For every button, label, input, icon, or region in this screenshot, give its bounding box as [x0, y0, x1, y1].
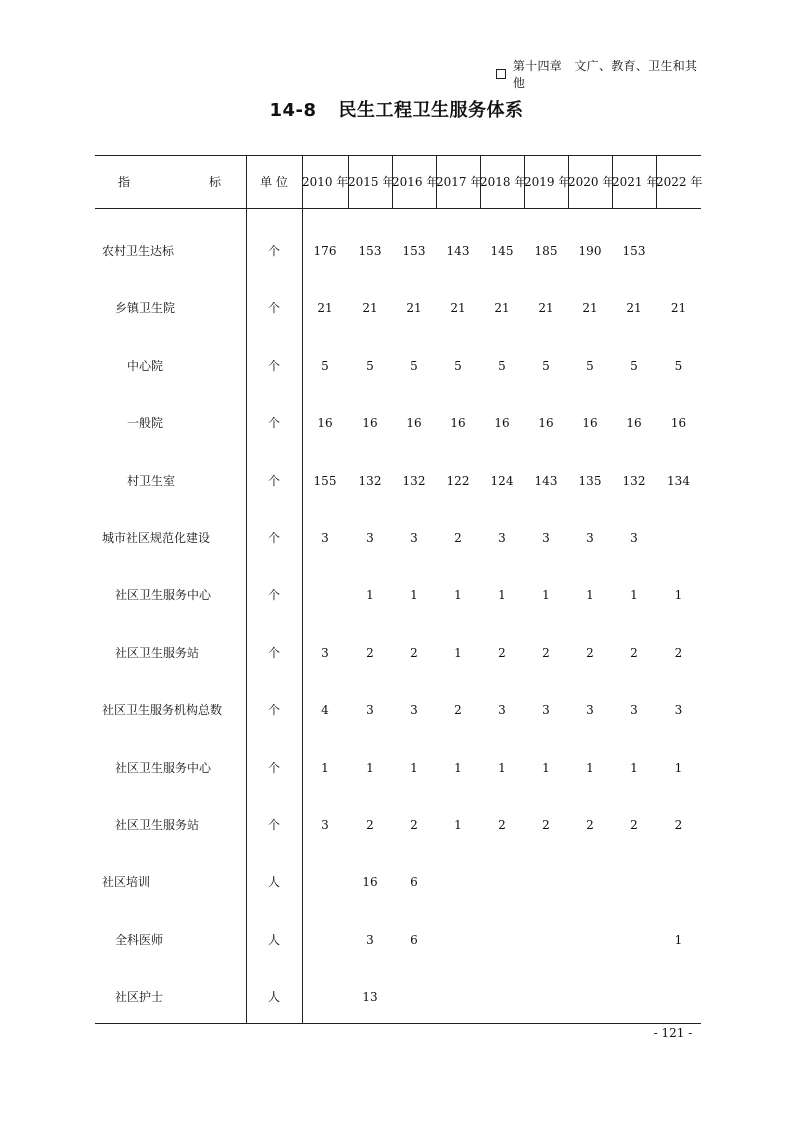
table-cell: 2	[454, 703, 462, 717]
row-label: 社区卫生服务中心	[115, 588, 212, 602]
table-cell: 3	[410, 531, 418, 545]
table-cell: 1	[674, 588, 683, 602]
row-label: 村卫生室	[127, 474, 176, 488]
table-cell: 5	[674, 359, 683, 373]
table-cell: 3	[366, 933, 374, 947]
table-cell: 16	[494, 416, 510, 430]
table-cell: 1	[542, 588, 550, 602]
row-label: 中心院	[127, 359, 164, 373]
row-unit: 个	[267, 761, 280, 775]
table-cell: 132	[358, 474, 382, 488]
table-cell: 153	[622, 244, 646, 258]
table-cell: 21	[494, 301, 510, 315]
table-cell: 16	[362, 416, 378, 430]
table-cell: 5	[366, 359, 374, 373]
table-cell: 5	[410, 359, 418, 373]
table-cell: 2	[674, 818, 683, 832]
table-cell: 145	[490, 244, 514, 258]
table-cell: 143	[446, 244, 470, 258]
running-head	[496, 59, 706, 90]
table-cell: 1	[366, 761, 374, 775]
table-cell: 21	[317, 301, 333, 315]
table-cell: 16	[406, 416, 422, 430]
table-cell: 1	[454, 818, 462, 832]
table-cell: 2	[410, 646, 418, 660]
table-cell: 16	[317, 416, 333, 430]
header-year: 2022 年	[656, 175, 703, 189]
table-cell: 1	[410, 761, 418, 775]
header-year: 2019 年	[524, 175, 571, 189]
table-cell: 21	[406, 301, 422, 315]
header-year: 2016 年	[392, 175, 439, 189]
table-cell: 3	[498, 531, 506, 545]
table-cell: 1	[542, 761, 550, 775]
table-cell: 2	[630, 818, 638, 832]
row-label: 全科医师	[115, 933, 164, 947]
page-number: - 121 -	[653, 1026, 693, 1040]
table-cell: 5	[630, 359, 638, 373]
row-label: 乡镇卫生院	[115, 301, 176, 315]
table-cell: 132	[402, 474, 426, 488]
table-cell: 2	[410, 818, 418, 832]
table-cell: 3	[630, 531, 638, 545]
table-cell: 2	[586, 818, 594, 832]
row-unit: 个	[267, 244, 280, 258]
table-cell: 3	[542, 531, 550, 545]
table-cell: 16	[582, 416, 598, 430]
table-cell: 3	[321, 646, 329, 660]
row-label: 社区卫生服务站	[115, 646, 200, 660]
column-divider	[302, 155, 303, 1023]
table-cell: 143	[534, 474, 558, 488]
row-label: 城市社区规范化建设	[102, 531, 211, 545]
row-unit: 人	[267, 990, 280, 1004]
table-cell: 155	[313, 474, 337, 488]
table-cell: 1	[674, 761, 683, 775]
page-title	[0, 96, 793, 122]
header-year: 2015 年	[348, 175, 395, 189]
table-cell: 21	[582, 301, 598, 315]
table-cell: 5	[586, 359, 594, 373]
row-label: 一般院	[127, 416, 164, 430]
table-cell: 3	[366, 703, 374, 717]
table-cell: 134	[667, 474, 690, 488]
table-header-rule	[95, 208, 701, 209]
header-year: 2010 年	[302, 175, 349, 189]
row-unit: 个	[267, 474, 280, 488]
table-cell: 16	[670, 416, 687, 430]
table-cell: 2	[674, 646, 683, 660]
table-cell: 190	[578, 244, 602, 258]
table-cell: 1	[498, 761, 506, 775]
row-unit: 个	[267, 301, 280, 315]
row-unit: 人	[267, 933, 280, 947]
table-cell: 3	[586, 703, 594, 717]
header-year: 2018 年	[480, 175, 527, 189]
table-cell: 21	[362, 301, 378, 315]
table-cell: 1	[454, 588, 462, 602]
table-cell: 1	[366, 588, 374, 602]
table-cell: 2	[586, 646, 594, 660]
row-label: 社区卫生服务机构总数	[102, 703, 223, 717]
table-cell: 3	[410, 703, 418, 717]
table-cell: 1	[454, 646, 462, 660]
table-cell: 1	[410, 588, 418, 602]
table-cell: 1	[498, 588, 506, 602]
table-cell: 3	[542, 703, 550, 717]
table-cell: 3	[498, 703, 506, 717]
table-cell: 16	[538, 416, 554, 430]
table-cell: 1	[454, 761, 462, 775]
table-cell: 2	[630, 646, 638, 660]
header-year: 2021 年	[612, 175, 659, 189]
square-icon	[496, 69, 506, 79]
header-indicator-left: 指	[118, 175, 131, 189]
table-cell: 16	[362, 875, 378, 889]
table-cell: 1	[586, 588, 594, 602]
table-number: 14-8	[269, 100, 317, 121]
table-cell: 5	[542, 359, 550, 373]
row-unit: 个	[267, 531, 280, 545]
table-cell: 1	[321, 761, 329, 775]
table-cell: 2	[542, 818, 550, 832]
table-cell: 1	[586, 761, 594, 775]
header-year: 2020 年	[568, 175, 615, 189]
table-cell: 2	[542, 646, 550, 660]
table-cell: 5	[498, 359, 506, 373]
table-cell: 1	[674, 933, 683, 947]
table-cell: 21	[670, 301, 687, 315]
table-cell: 176	[313, 244, 337, 258]
row-label: 社区护士	[115, 990, 164, 1004]
table-cell: 6	[410, 875, 418, 889]
table-cell: 21	[626, 301, 642, 315]
table-cell: 13	[362, 990, 378, 1004]
table-cell: 2	[366, 818, 374, 832]
table-cell: 3	[321, 531, 329, 545]
table-cell: 1	[630, 761, 638, 775]
row-label: 社区培训	[102, 875, 151, 889]
table-cell: 1	[630, 588, 638, 602]
table-cell: 124	[490, 474, 514, 488]
table-cell: 122	[446, 474, 470, 488]
table-cell: 153	[358, 244, 382, 258]
table-cell: 2	[498, 818, 506, 832]
table-cell: 3	[674, 703, 683, 717]
table-top-rule	[95, 155, 701, 156]
table-cell: 4	[321, 703, 329, 717]
table-cell: 16	[626, 416, 642, 430]
table-title-text: 民生工程卫生服务体系	[338, 100, 524, 121]
table-bottom-rule	[95, 1023, 701, 1024]
table-cell: 3	[321, 818, 329, 832]
table-cell: 132	[622, 474, 646, 488]
table-cell: 2	[498, 646, 506, 660]
header-indicator-right: 标	[209, 175, 222, 189]
table-cell: 3	[586, 531, 594, 545]
row-unit: 人	[267, 875, 280, 889]
row-unit: 个	[267, 416, 280, 430]
row-label: 农村卫生达标	[102, 244, 175, 258]
table-cell: 21	[450, 301, 466, 315]
table-cell: 3	[366, 531, 374, 545]
row-unit: 个	[267, 359, 280, 373]
table-cell: 3	[630, 703, 638, 717]
table-cell: 16	[450, 416, 466, 430]
table-cell: 185	[534, 244, 558, 258]
row-unit: 个	[267, 646, 280, 660]
row-unit: 个	[267, 703, 280, 717]
header-year: 2017 年	[436, 175, 483, 189]
table-cell: 2	[454, 531, 462, 545]
table-cell: 5	[321, 359, 329, 373]
table-cell: 5	[454, 359, 462, 373]
row-label: 社区卫生服务站	[115, 818, 200, 832]
table-cell: 153	[402, 244, 426, 258]
row-unit: 个	[267, 818, 280, 832]
chapter-label: 第十四章 文广、教育、卫生和其他	[512, 59, 698, 90]
table-cell: 135	[578, 474, 602, 488]
table-cell: 2	[366, 646, 374, 660]
table-cell: 21	[538, 301, 554, 315]
row-label: 社区卫生服务中心	[115, 761, 212, 775]
table-cell: 6	[410, 933, 418, 947]
header-unit: 单 位	[260, 175, 288, 189]
row-unit: 个	[267, 588, 280, 602]
